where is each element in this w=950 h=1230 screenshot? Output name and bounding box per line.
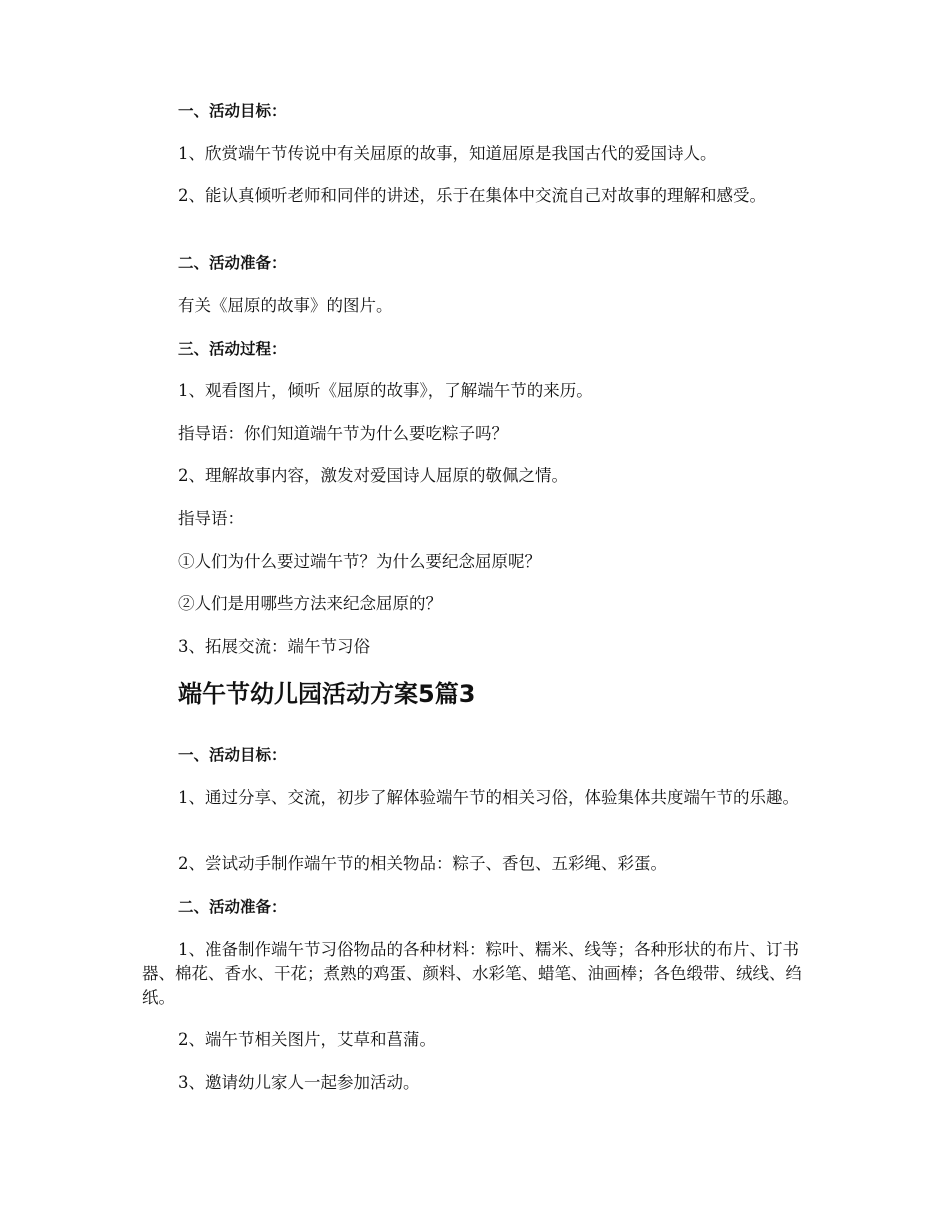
paragraph: 2、尝试动手制作端午节的相关物品：粽子、香包、五彩绳、彩蛋。 — [178, 854, 667, 873]
paragraph: 2、端午节相关图片，艾草和菖蒲。 — [178, 1030, 436, 1049]
paragraph: 3、拓展交流：端午节习俗 — [178, 637, 370, 656]
section-heading-goals: 一、活动目标： — [178, 746, 287, 764]
section-heading-preparation: 二、活动准备： — [178, 254, 287, 272]
section-heading-goals: 一、活动目标： — [178, 102, 287, 120]
section-heading-process: 三、活动过程： — [178, 340, 287, 358]
paragraph: 有关《屈原的故事》的图片。 — [178, 296, 393, 315]
paragraph: 1、观看图片，倾听《屈原的故事》，了解端午节的来历。 — [178, 381, 593, 400]
paragraph: 2、理解故事内容，激发对爱国诗人屈原的敬佩之情。 — [178, 466, 568, 485]
paragraph: ①人们为什么要过端午节？为什么要纪念屈原呢？ — [178, 552, 541, 571]
paragraph: 1、通过分享、交流，初步了解体验端午节的相关习俗，体验集体共度端午节的乐趣。 — [178, 788, 799, 807]
paragraph: 指导语：你们知道端午节为什么要吃粽子吗？ — [178, 424, 508, 443]
paragraph: 3、邀请幼儿家人一起参加活动。 — [178, 1073, 420, 1092]
paragraph: 指导语： — [178, 509, 244, 528]
paragraph: 1、准备制作端午节习俗物品的各种材料：粽叶、糯米、线等；各种形状的布片、订书器、棉花、香水、干花；煮熟的鸡蛋、颜料、水彩笔、蜡笔、油画棒；各色缎带、绒线、绉纸。 — [142, 940, 802, 1007]
paragraph: 1、欣赏端午节传说中有关屈原的故事，知道屈原是我国古代的爱国诗人。 — [178, 144, 717, 163]
document-title: 端午节幼儿园活动方案5篇3 — [178, 680, 476, 708]
paragraph: 2、能认真倾听老师和同伴的讲述，乐于在集体中交流自己对故事的理解和感受。 — [178, 186, 766, 205]
section-heading-preparation: 二、活动准备： — [178, 898, 287, 916]
paragraph: ②人们是用哪些方法来纪念屈原的？ — [178, 594, 442, 613]
